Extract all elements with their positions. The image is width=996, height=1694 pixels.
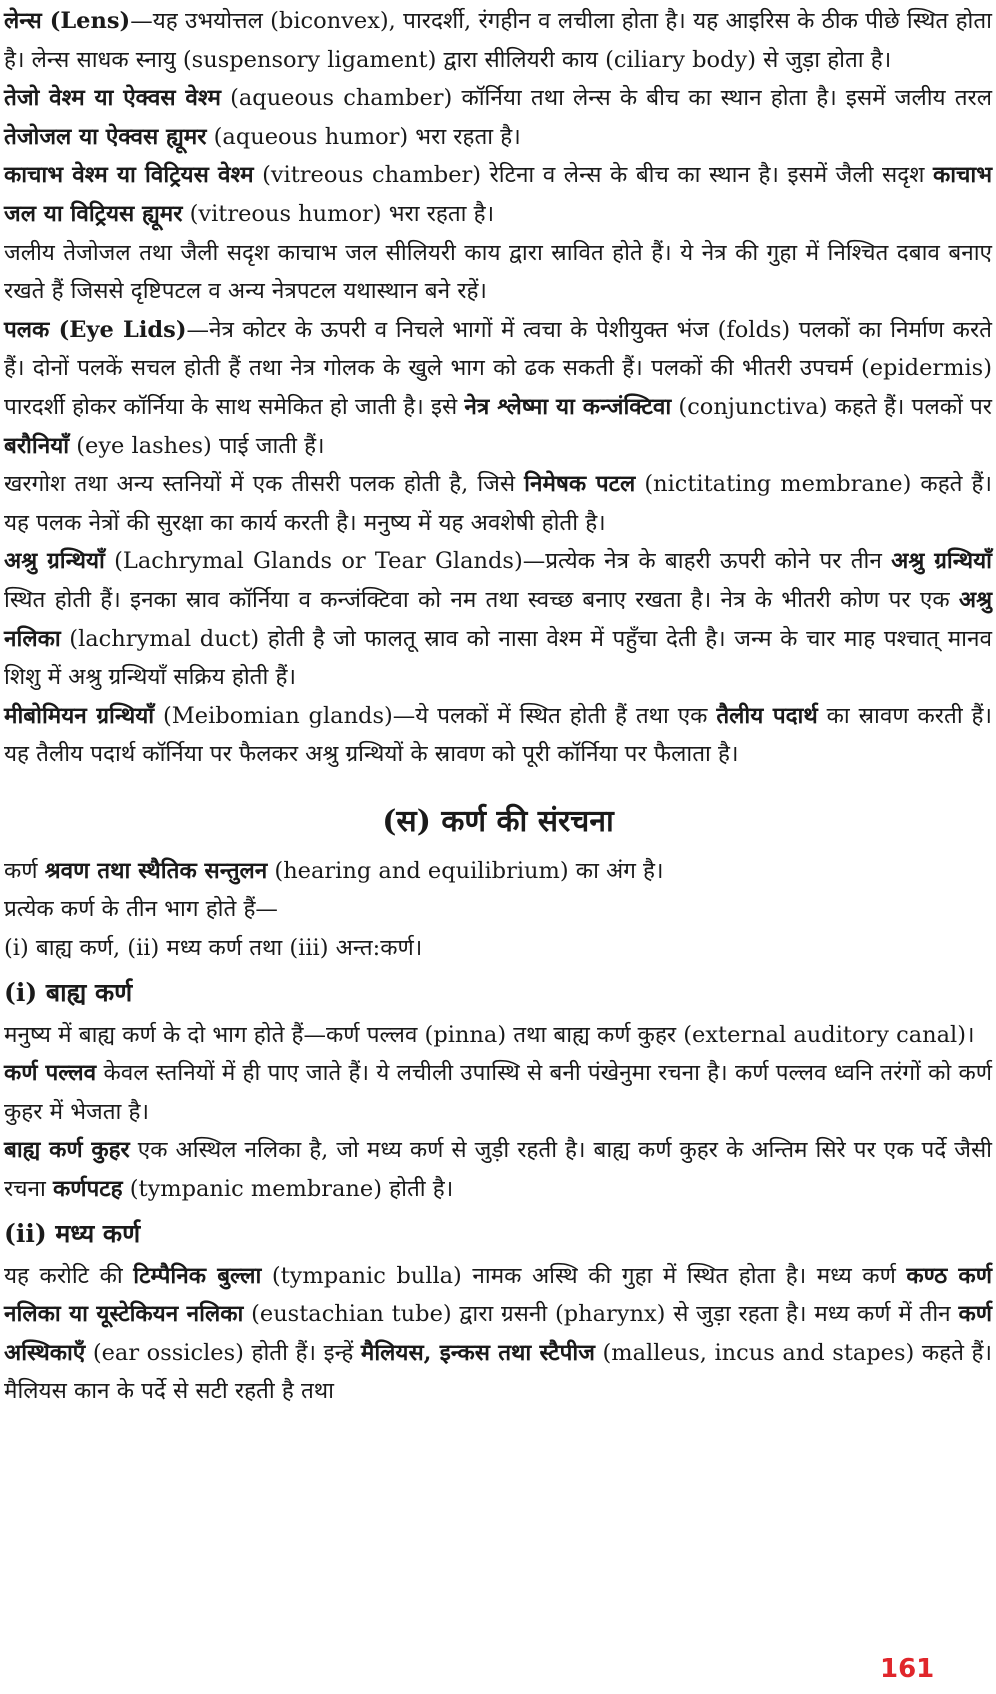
paragraph-ear-intro bbox=[4, 852, 992, 891]
paragraph-eye-lids bbox=[4, 311, 992, 465]
term: कर्ण पल्लव bbox=[4, 1060, 97, 1087]
term: तेजो वेश्म या ऐक्वस वेश्म bbox=[4, 85, 221, 112]
section-heading-ear: (स) कर्ण की संरचना bbox=[382, 803, 614, 839]
term: श्रवण तथा स्थैतिक सन्तुलन bbox=[44, 857, 268, 884]
paragraph-ear-parts: प्रत्येक कर्ण के तीन भाग होते हैं— bbox=[4, 896, 278, 923]
text: (eustachian tube) द्वारा ग्रसनी (pharynx) से जुड़ा रहता है। मध्य कर्ण में तीन bbox=[243, 1301, 959, 1328]
paragraph-humor-secretion: जलीय तेजोजल तथा जैली सदृश काचाभ जल सीलियरी काय द्वारा स्रावित होते हैं। ये नेत्र की गुहा में निश्चित दबाव बनाए रखते हैं जिससे दृष्टिपटल व अन्य नेत्रपटल यथास्थान बने रहें। bbox=[4, 239, 992, 305]
term: टिम्पैनिक बुल्ला bbox=[133, 1262, 262, 1289]
term: पलक (Eye Lids) bbox=[4, 316, 187, 343]
text: (aqueous chamber) कॉर्निया तथा लेन्स के बीच का स्थान होता है। इसमें जलीय तरल bbox=[220, 85, 992, 112]
text: (lachrymal duct) होती है जो फालतू स्राव को नासा वेश्म में पहुँचा देती है। जन्म के चार माह पश्चात् मानव शिशु में अश्रु ग्रन्थियाँ सक्रिय होती हैं। bbox=[4, 625, 992, 691]
text: यह करोटि की bbox=[4, 1262, 134, 1289]
paragraph-aqueous-chamber bbox=[4, 79, 992, 156]
text: (Meibomian glands)—ये पलकों में स्थित होती हैं तथा एक bbox=[154, 702, 717, 729]
term: कर्ण अस्थिकाएँ bbox=[4, 1301, 992, 1366]
text: (vitreous chamber) रेटिना व लेन्स के बीच का स्थान है। इसमें जैली सदृश bbox=[253, 162, 933, 189]
term: मीबोमियन ग्रन्थियाँ bbox=[4, 702, 155, 729]
term: मैलियस, इन्कस तथा स्टैपीज bbox=[360, 1339, 595, 1366]
term: तैलीय पदार्थ bbox=[716, 702, 818, 729]
term: काचाभ जल या विट्रियस ह्यूमर bbox=[4, 162, 993, 227]
paragraph-pinna bbox=[4, 1054, 992, 1131]
text: (tympanic bulla) नामक अस्थि की गुहा में स्थित होता है। मध्य कर्ण bbox=[261, 1262, 907, 1289]
paragraph-tear-glands bbox=[4, 542, 992, 696]
text: (hearing and equilibrium) का अंग है। bbox=[267, 857, 664, 884]
text: (conjunctiva) कहते हैं। पलकों पर bbox=[671, 393, 992, 420]
text: केवल स्तनियों में ही पाए जाते हैं। ये लचीली उपास्थि से बनी पंखेनुमा रचना है। कर्ण पल्लव ध्वनि तरंगों को कर्ण कुहर में भेजता है। bbox=[4, 1060, 993, 1125]
paragraph-vitreous-chamber bbox=[4, 156, 992, 233]
text: (tympanic membrane) होती है। bbox=[122, 1176, 454, 1203]
paragraph-auditory-canal bbox=[4, 1131, 992, 1208]
text: (eye lashes) पाई जाती हैं। bbox=[69, 432, 325, 459]
paragraph-nictitating-membrane bbox=[4, 465, 992, 542]
text: —नेत्र कोटर के ऊपरी व निचले भागों में त्वचा के पेशीयुक्त भंज (folds) पलकों का निर्माण करते हैं। दोनों पलकें सचल होती हैं तथा नेत्र गोलक के खुले भाग को ढक सकती हैं। पलकों की भीतरी उपचर्म (epidermis) पारदर्शी होकर कॉर्निया के साथ समेकित हो जाती है। इसे bbox=[4, 316, 992, 420]
term: बरौनियाँ bbox=[4, 432, 70, 459]
text: (aqueous humor) भरा रहता है। bbox=[206, 123, 521, 150]
paragraph-middle-ear bbox=[4, 1257, 992, 1411]
text: —यह उभयोत्तल (biconvex), पारदर्शी, रंगहीन व लचीला होता है। यह आइरिस के ठीक पीछे स्थित होता है। लेन्स साधक स्नायु (suspensory ligament) द्वारा सीलियरी काय (ciliary body) से जुड़ा होता है। bbox=[4, 8, 993, 73]
term: निमेषक पटल bbox=[524, 471, 636, 498]
text: का स्रावण करती हैं। यह तैलीय पदार्थ कॉर्निया पर फैलकर अश्रु ग्रन्थियों के स्रावण को पूरी कॉर्निया पर फैलाता है। bbox=[4, 702, 992, 768]
term-lens: लेन्स (Lens) bbox=[4, 8, 131, 34]
text: (malleus, incus and stapes) कहते हैं। मैलियस कान के पर्दे से सटी रहती है तथा bbox=[4, 1339, 992, 1405]
term: तेजोजल या ऐक्वस ह्यूमर bbox=[4, 123, 207, 150]
term: अश्रु ग्रन्थियाँ bbox=[4, 548, 105, 575]
text-column bbox=[4, 2, 992, 1411]
text: खरगोश तथा अन्य स्तनियों में एक तीसरी पलक होती है, जिसे bbox=[4, 471, 525, 498]
text: एक अस्थिल नलिका है, जो मध्य कर्ण से जुड़ी रहती है। बाह्य कर्ण कुहर के अन्तिम सिरे पर एक पर्दे जैसी रचना bbox=[4, 1137, 992, 1203]
term: अश्रु नलिका bbox=[4, 586, 992, 652]
text: (vitreous humor) भरा रहता है। bbox=[182, 200, 495, 227]
term: कर्णपटह bbox=[52, 1176, 123, 1203]
term: कण्ठ कर्ण नलिका या यूस्टेकियन नलिका bbox=[4, 1262, 992, 1328]
term: काचाभ वेश्म या विट्रियस वेश्म bbox=[4, 162, 254, 189]
text: स्थित होती हैं। इनका स्राव कॉर्निया व कन्जंक्टिवा को नम तथा स्वच्छ बनाए रखता है। नेत्र के भीतरी कोण पर एक bbox=[4, 586, 959, 613]
paragraph-external-ear: मनुष्य में बाह्य कर्ण के दो भाग होते हैं—कर्ण पल्लव (pinna) तथा बाह्य कर्ण कुहर (external auditory canal)। bbox=[4, 1021, 975, 1048]
text: (ear ossicles) होती हैं। इन्हें bbox=[85, 1339, 361, 1366]
term: बाह्य कर्ण कुहर bbox=[4, 1137, 130, 1164]
text: कर्ण bbox=[4, 857, 45, 884]
term: नेत्र श्लेष्मा या कन्जंक्टिवा bbox=[464, 393, 672, 420]
subheading-middle-ear: (ii) मध्य कर्ण bbox=[4, 1218, 141, 1248]
page-number: 161 bbox=[880, 1654, 935, 1684]
text: (Lachrymal Glands or Tear Glands)—प्रत्येक नेत्र के बाहरी ऊपरी कोने पर तीन bbox=[104, 548, 892, 575]
subheading-external-ear: (i) बाह्य कर्ण bbox=[4, 977, 133, 1007]
paragraph-ear-parts-list: (i) बाह्य कर्ण, (ii) मध्य कर्ण तथा (iii) अन्त:कर्ण। bbox=[4, 935, 423, 962]
term: अश्रु ग्रन्थियाँ bbox=[891, 548, 992, 575]
paragraph-meibomian-glands bbox=[4, 697, 992, 774]
text: (nictitating membrane) कहते हैं। यह पलक नेत्रों की सुरक्षा का कार्य करती है। मनुष्य में यह अवशेषी होती है। bbox=[4, 471, 992, 536]
paragraph-lens bbox=[4, 2, 992, 79]
